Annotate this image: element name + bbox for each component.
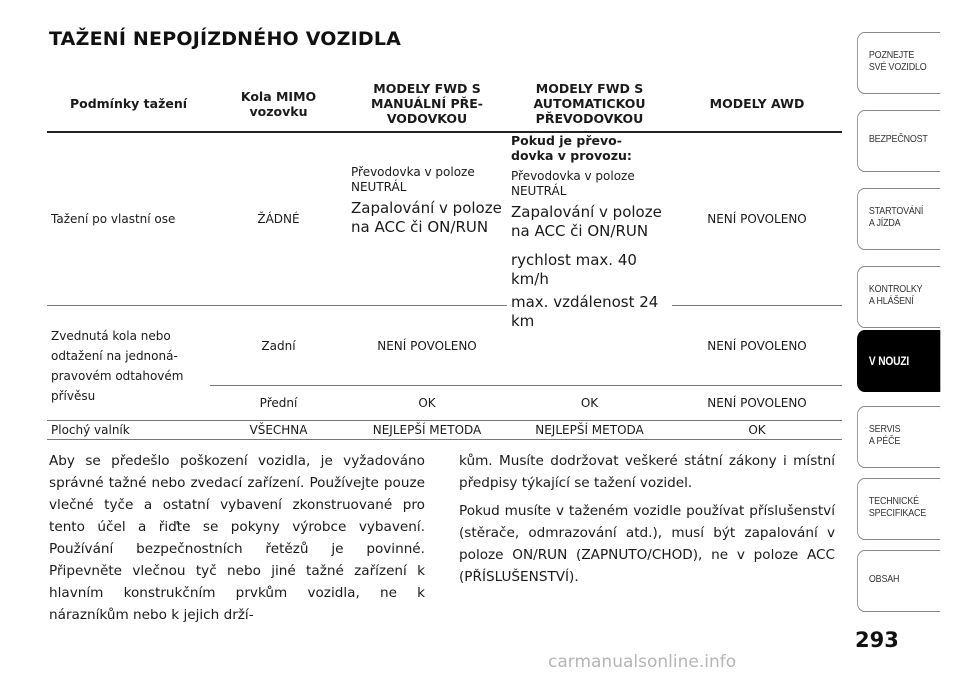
table-row — [47, 421, 842, 440]
cell-awd: OK — [672, 421, 842, 440]
tab-kontrolky-a-hlaseni[interactable] — [857, 266, 940, 328]
tab-bezpecnost[interactable] — [857, 110, 940, 172]
tab-v-nouzi[interactable] — [857, 330, 940, 392]
cell-fwd-manual — [347, 132, 507, 306]
cell-condition: Tažení po vlastní ose — [47, 132, 210, 306]
cell-condition: Plochý valník — [47, 421, 210, 440]
cell-fwd-automatic — [507, 132, 672, 386]
tab-label: A HLÁŠENÍ — [868, 295, 914, 307]
towing-table — [47, 76, 842, 440]
cell-condition: Zvednutá kola nebo odtažení na jednoná- pravovém odtahovém přívěsu — [47, 306, 210, 421]
tab-label: TECHNICKÉ — [868, 495, 919, 507]
manual-ignition-text: Zapalování v poloze na ACC či ON/RUN — [351, 199, 502, 236]
tab-poznejte-sve-vozidlo[interactable] — [857, 32, 940, 94]
header-wheels-off: Kola MIMO vozovku — [210, 76, 347, 132]
header-awd: MODELY AWD — [672, 76, 842, 132]
tab-label: POZNEJTE — [868, 49, 915, 61]
page-title: TAŽENÍ NEPOJÍZDNÉHO VOZIDLA — [49, 28, 402, 50]
cell-fwd-automatic: OK — [507, 386, 672, 421]
watermark: carmanualsonline.info — [548, 652, 737, 672]
page-number: 293 — [855, 628, 899, 652]
cell-fwd-manual: NENÍ POVOLENO — [347, 306, 507, 386]
header-fwd-manual: MODELY FWD S MANUÁLNÍ PŘE- VODOVKOU — [347, 76, 507, 132]
auto-heading: Pokud je převo- dovka v provozu: — [511, 133, 632, 163]
tab-label: SVÉ VOZIDLO — [868, 61, 927, 73]
cell-fwd-manual: NEJLEPŠÍ METODA — [347, 421, 507, 440]
body-paragraph: Pokud musíte v taženém vozidle používat příslušenství (stěrače, odmrazování atd.), musí být zapalování v poloze ON/RUN (ZAPNUTO/CHOD), ne v poloze ACC (PŘÍSLUŠENSTVÍ). — [459, 503, 835, 585]
tab-label: SPECIFIKACE — [868, 507, 927, 519]
body-paragraph: Aby se předešlo poškození vozidla, je vyžadováno správné tažné nebo zvedací zařízení. Používejte pouze vlečné tyče a ostatní vybavení zkonstruované pro tento účel a řiďte se pokyny výrobce vybavení. Používání bezpečnostních řetězů je povinné. Připevněte vlečnou tyč nebo jiné tažné zařízení k hlavním konstrukčním prvkům vozidla, ne k nárazníkům nebo k jejich drží- — [49, 453, 425, 623]
tab-label: SERVIS — [868, 423, 901, 435]
cell-fwd-automatic: NEJLEPŠÍ METODA — [507, 421, 672, 440]
table-header-row — [47, 76, 842, 132]
tab-servis-a-pece[interactable] — [857, 406, 940, 468]
cell-fwd-manual: OK — [347, 386, 507, 421]
auto-speed-text: rychlost max. 40 km/h — [511, 251, 637, 288]
tab-label: STARTOVÁNÍ — [868, 205, 924, 217]
manual-transmission-text: Převodovka v poloze NEUTRÁL — [351, 165, 475, 194]
tab-label: V NOUZI — [868, 354, 910, 368]
tab-label: BEZPEČNOST — [868, 133, 928, 145]
tab-label: A JÍZDA — [868, 217, 901, 229]
body-left-column — [49, 450, 425, 632]
tab-technicke-specifikace[interactable] — [857, 478, 940, 540]
header-conditions: Podmínky tažení — [47, 76, 210, 132]
cell-wheels: Zadní — [210, 306, 347, 386]
cell-awd: NENÍ POVOLENO — [672, 132, 842, 306]
header-fwd-automatic: MODELY FWD S AUTOMATICKOU PŘEVODOVKOU — [507, 76, 672, 132]
table-row — [47, 306, 842, 386]
cell-awd: NENÍ POVOLENO — [672, 386, 842, 421]
cell-awd: NENÍ POVOLENO — [672, 306, 842, 386]
cell-wheels: ŽÁDNÉ — [210, 132, 347, 306]
auto-ignition-text: Zapalování v poloze na ACC či ON/RUN — [511, 203, 662, 240]
body-right-column — [459, 450, 835, 594]
cell-wheels: VŠECHNA — [210, 421, 347, 440]
tab-obsah[interactable] — [857, 550, 940, 612]
table-row — [47, 132, 842, 306]
body-paragraph: kům. Musíte dodržovat veškeré státní zákony i místní předpisy týkající se tažení vozidel. — [459, 453, 835, 491]
auto-distance-text: max. vzdálenost 24 km — [511, 293, 659, 330]
tab-label: A PÉČE — [868, 435, 901, 447]
tab-label: KONTROLKY — [868, 283, 923, 295]
cell-wheels: Přední — [210, 386, 347, 421]
tab-startovani-a-jizda[interactable] — [857, 188, 940, 250]
auto-transmission-text: Převodovka v poloze NEUTRÁL — [511, 169, 635, 198]
tab-label: OBSAH — [868, 573, 900, 585]
